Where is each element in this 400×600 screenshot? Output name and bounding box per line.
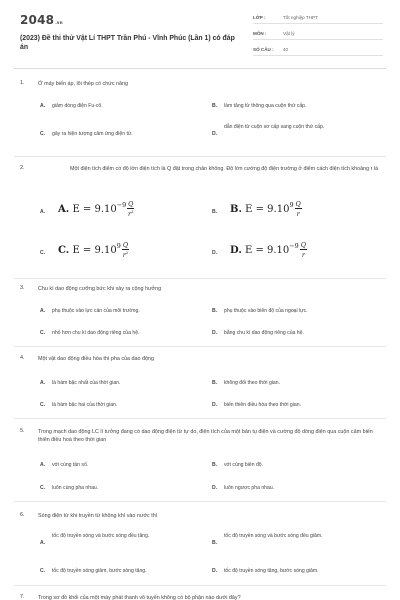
option-text: phụ thuộc vào lực cản của môi trường.	[52, 308, 140, 314]
option-key: A.	[40, 462, 46, 468]
option-text: giảm dòng điện Fu-cô.	[52, 103, 103, 109]
formula-lhs: E = 9.10	[72, 204, 117, 215]
option-key: C.	[40, 131, 46, 137]
denominator-base: r	[296, 210, 300, 219]
denominator-base: r	[301, 251, 305, 260]
header-divider	[14, 68, 386, 69]
formula-lhs: E = 9.10	[245, 204, 290, 215]
option-d[interactable]	[212, 124, 382, 142]
question-text: Ở máy biến áp, lõi thép có chức năng	[38, 81, 129, 87]
option-text: gây ra hiện tượng cảm ứng điện từ.	[52, 131, 133, 137]
formula-b	[230, 201, 302, 218]
question-number: 6.	[20, 512, 25, 518]
formula-numerator: Q	[122, 241, 129, 250]
formula-c	[58, 242, 129, 259]
question-text: Chu kì dao động cưỡng bức khi xảy ra cộng hưởng	[38, 286, 162, 292]
question-number: 2.	[20, 165, 25, 171]
formula-numerator: Q	[300, 241, 306, 250]
option-text: nhỏ hơn chu kì dao động riêng của hệ.	[52, 330, 140, 336]
option-key: C.	[40, 250, 46, 256]
meta-count-row	[253, 44, 383, 56]
option-text: bằng chu kì dao động riêng của hệ.	[224, 330, 304, 336]
option-b[interactable]	[212, 533, 382, 551]
option-key: C.	[40, 568, 46, 574]
formula-exponent: 9	[116, 242, 121, 250]
option-key: D.	[212, 485, 218, 491]
option-key: B.	[212, 380, 218, 386]
question-text: Sóng điện từ khi truyền từ không khí vào nước thì	[38, 513, 158, 519]
formula-letter: A.	[58, 204, 70, 215]
meta-subject-value: Vật lý	[283, 31, 295, 36]
formula-fraction	[127, 201, 134, 217]
option-key: C.	[40, 330, 46, 336]
formula-numerator: Q	[128, 200, 134, 209]
formula-fraction	[300, 242, 307, 258]
question-separator	[14, 501, 386, 502]
option-key: B.	[212, 308, 218, 314]
option-a[interactable]	[40, 533, 205, 551]
option-key: C.	[40, 402, 46, 408]
option-text: tốc độ truyền sóng và bước sóng đều tăng.	[52, 533, 150, 539]
formula-letter: D.	[230, 245, 242, 256]
question-number: 1.	[20, 80, 25, 86]
formula-letter: C.	[58, 245, 70, 256]
option-text: phụ thuộc vào biên độ của ngoại lực.	[224, 308, 308, 314]
option-key: C.	[40, 485, 46, 491]
option-key: B.	[212, 462, 218, 468]
question-text: Một vật dao động điều hòa thì pha của dao động	[38, 356, 154, 362]
denominator-exponent: 2	[125, 249, 129, 255]
logo-suffix: .vn	[55, 20, 63, 25]
question-text: Trong mạch dao động LC lí tưởng đang có dao động điện từ tự do, điện tích của một bản tụ điện và cường độ dòng điện qua cuộn cảm biến thiên điều hoà theo thời gian	[38, 429, 373, 444]
formula-lhs: E = 9.10	[72, 245, 117, 256]
meta-subject-row	[253, 28, 383, 40]
formula-denominator	[300, 250, 307, 259]
meta-class-label: LỚP :	[253, 15, 266, 20]
option-key: D.	[212, 131, 218, 137]
question-number: 3.	[20, 285, 25, 291]
option-text: tốc độ truyền sóng tăng, bước sóng giảm.	[224, 568, 319, 574]
option-key: D.	[212, 568, 218, 574]
option-key: D.	[212, 402, 218, 408]
question-separator	[14, 278, 386, 279]
question-separator	[14, 418, 386, 419]
option-key: D.	[212, 250, 218, 256]
option-text: là hàm bậc hai của thời gian.	[52, 402, 118, 408]
formula-fraction	[295, 201, 302, 217]
formula-exponent: 9	[289, 201, 294, 209]
option-key: A.	[40, 209, 46, 215]
meta-count-label: SỐ CÂU :	[253, 47, 274, 52]
meta-class-row	[253, 12, 383, 24]
meta-subject-label: MÔN :	[253, 31, 267, 36]
option-text: luôn ngược pha nhau.	[224, 485, 275, 491]
formula-numerator: Q	[295, 200, 301, 209]
option-text: làm tăng từ thông qua cuộn thứ cấp.	[224, 103, 307, 109]
document-meta	[253, 12, 383, 60]
question-separator	[14, 156, 386, 157]
option-text: biến thiên điều hòa theo thời gian.	[224, 402, 301, 408]
formula-fraction	[122, 242, 129, 258]
option-key: B.	[212, 103, 218, 109]
option-text: là hàm bậc nhất của thời gian.	[52, 380, 121, 386]
option-text: tốc độ truyền sóng giảm, bước sóng tăng.	[52, 568, 147, 574]
option-text: dẫn điện từ cuộn sơ cấp sang cuộn thứ cấp.	[224, 124, 325, 130]
option-text: không đổi theo thời gian.	[224, 380, 281, 386]
option-text: với cùng biên độ.	[224, 462, 264, 468]
document-header	[0, 0, 400, 66]
question-separator	[14, 585, 386, 586]
option-key: A.	[40, 103, 46, 109]
question-separator	[14, 346, 386, 347]
formula-denominator	[295, 209, 302, 218]
option-text: tốc độ truyền sóng và bước sóng đều giảm.	[224, 533, 323, 539]
formula-exponent: −9	[289, 242, 299, 250]
question-number: 5.	[20, 428, 25, 434]
question-number: 4.	[20, 355, 25, 361]
option-key: A.	[40, 308, 46, 314]
meta-class-value: Tốt nghiệp THPT	[283, 15, 318, 20]
option-key: B.	[212, 540, 218, 546]
option-key: A.	[40, 540, 46, 546]
option-text: với cùng tần số.	[52, 462, 89, 468]
option-key: D.	[212, 330, 218, 336]
formula-denominator	[127, 209, 134, 218]
denominator-base: r	[128, 210, 132, 219]
formula-a	[58, 201, 134, 218]
formula-exponent: −9	[116, 201, 127, 209]
page-title: (2023) Đề thi thử Vật Lí THPT Trần Phú - Vĩnh Phúc (Lần 1) có đáp án	[20, 35, 235, 51]
question-number: 7.	[20, 594, 25, 600]
formula-lhs: E = 9.10	[244, 245, 290, 256]
site-logo[interactable]	[20, 13, 63, 27]
denominator-base: r	[122, 251, 126, 260]
formula-denominator	[122, 250, 129, 259]
question-7	[0, 594, 400, 600]
logo-text: 2048	[20, 13, 55, 27]
meta-count-value: 40	[283, 47, 289, 52]
denominator-exponent: 2	[131, 208, 134, 214]
option-key: B.	[212, 209, 218, 215]
formula-letter: B.	[230, 204, 242, 215]
option-key: A.	[40, 380, 46, 386]
formula-d	[230, 242, 307, 259]
question-text: Một điện tích điểm có độ lớn điện tích là Q đặt trong chân không. Độ lớn cường độ điện trường ở điểm cách điện tích khoảng r là	[70, 166, 379, 172]
question-text: Trong sơ đồ khối của một máy phát thanh vô tuyến không có bộ phận nào dưới đây?	[38, 595, 241, 600]
option-text: luôn cùng pha nhau.	[52, 485, 99, 491]
